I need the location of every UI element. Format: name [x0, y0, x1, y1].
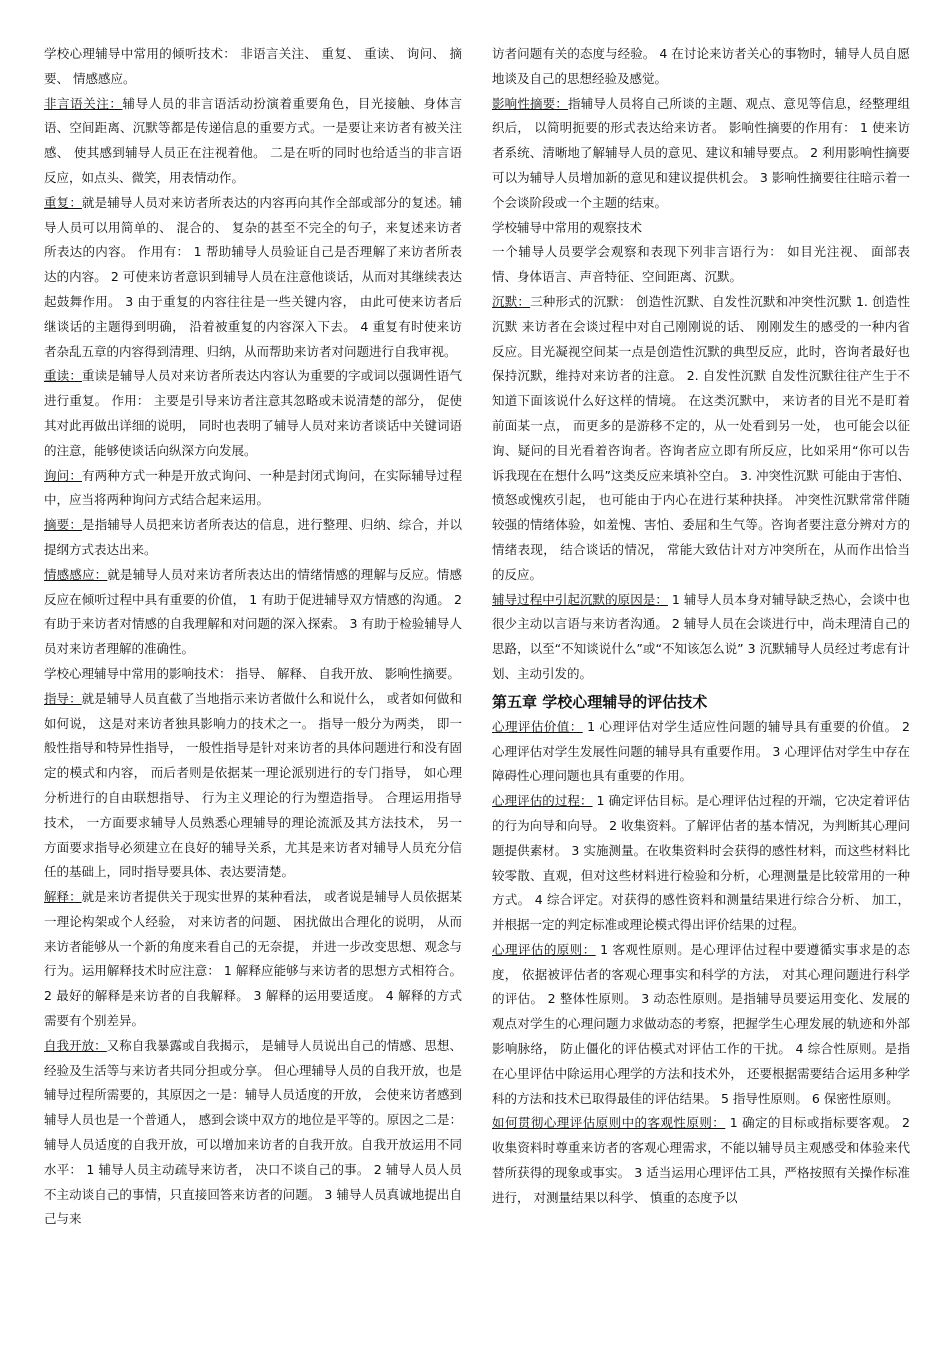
term-label: 影响性摘要：: [492, 95, 569, 111]
paragraph-text: 1 确定评估目标。是心理评估过程的开端，它决定着评估的行为向导和向导。 2 收集资料。了解评估者的基本情况，为判断其心理问题提供素材。 3 实施测量。在收集资料时会获得的感性材料，而这些材料比较零散、直观，但对这些材料进行检验和分析，心理测量是比较常用的一种方式。 4 综合评定。对获得的感性资料和测量结果进行综合分析、 加工， 并根据一定的判定标准或理论模式得出评价结果的过程。: [492, 793, 910, 933]
term-label: 询问：: [44, 467, 83, 483]
term-label: 重读：: [44, 368, 83, 384]
paragraph: [44, 42, 462, 92]
paragraph: [492, 216, 910, 241]
paragraph-text: 是指辅导人员把来访者所表达的信息，进行整理、归纳、综合，并以提纲方式表达出来。: [44, 517, 462, 557]
paragraph-text: 就是来访者提供关于现实世界的某种看法， 或者说是辅导人员依据某一理论构架或个人经验， 对来访者的问题、 困扰做出合理化的说明， 从而来访者能够从一个新的角度来看自己的无奈提， 并进一步改变思想、观念与行为。运用解释技术时应注意： 1 解释应能够与来访者的思想方式相符合。 2 最好的解释是来访者的自我解释。 3 解释的运用要适度。 4 解释的方式需要有个别差异。: [44, 889, 462, 1029]
paragraph-text: 一个辅导人员要学会观察和表现下列非言语行为： 如目光注视、 面部表情、身体语言、声音特征、空间距离、沉默。: [492, 244, 910, 285]
term-label: 沉默：: [492, 293, 531, 309]
paragraph: [492, 42, 910, 92]
left-column: [44, 42, 462, 1345]
paragraph-text: 有两种方式一种是开放式询问、一种是封闭式询问，在实际辅导过程中，应当将两种询问方式结合起来运用。: [44, 467, 462, 508]
right-column: [492, 42, 910, 1345]
term-label: 解释：: [44, 889, 82, 905]
paragraph: [44, 662, 462, 687]
term-label: 情感感应：: [44, 566, 108, 582]
paragraph-text: 1 辅导人员本身对辅导缺乏热心，会谈中也很少主动以言语与来访者沟通。 2 辅导人员在会谈进行中，尚未理清自己的思路，以至“不知谈说什么”或“不知该怎么说” 3 沉默辅导人员经过考虑有计划、主动引发的。: [492, 591, 910, 681]
term-label: 摘要：: [44, 517, 83, 533]
term-label: 重复：: [44, 194, 83, 210]
paragraph: [44, 513, 462, 563]
paragraph: [492, 290, 910, 588]
term-label: 自我开放：: [44, 1037, 107, 1053]
paragraph: [492, 240, 910, 290]
paragraph: [492, 715, 910, 789]
term-label: 心理评估的过程：: [492, 793, 593, 809]
paragraph-text: 1 客观性原则。是心理评估过程中要遵循实事求是的态度， 依据被评估者的客观心理事实和科学的方法， 对其心理问题进行科学的评估。 2 整体性原则。 3 动态性原则。是指辅导员要运用变化、发展的观点对学生的心理问题力求做动态的考察，把握学生心理发展的轨迹和外部影响脉络， 防止僵化的评估模式对评估工作的干扰。 4 综合性原则。是指在心里评估中除运用心理学的方法和技术外， 还要根据需要结合运用多种学科的方法和技术已取得最佳的评估结果。 5 指导性原则。 6 保密性原则。: [492, 941, 910, 1106]
term-label: 指导：: [44, 690, 82, 706]
paragraph: [492, 92, 910, 216]
paragraph-text: 就是辅导人员直截了当地指示来访者做什么和说什么， 或者如何做和如何说， 这是对来访者独具影响力的技术之一。 指导一般分为两类， 即一般性指导和特异性指导， 一般性指导是针对来访者的具体问题进行和没有固定的模式和内容， 而后者则是依据某一理论派别进行的专门指导， 如心理分析进行的自由联想指导、 行为主义理论的行为塑造指导。 合理运用指导技术， 一方面要求辅导人员熟悉心理辅导的理论流派及其方法技术， 另一方面要求指导必须建立在良好的辅导关系，尤其是来访者对辅导人员充分信任的基础上，同时指导要具体、表达要清楚。: [44, 690, 462, 880]
paragraph: [44, 92, 462, 191]
term-label: 心理评估的原则：: [492, 941, 596, 957]
paragraph: [44, 464, 462, 514]
paragraph: [492, 938, 910, 1112]
paragraph-text: 指辅导人员将自己所谈的主题、观点、意见等信息，经整理组织后， 以简明扼要的形式表达给来访者。 影响性摘要的作用有： 1 使来访者系统、清晰地了解辅导人员的意见、建议和辅导要点。 2 利用影响性摘要可以为辅导人员增加新的意见和建议提供机会。 3 影响性摘要往往暗示着一个会谈阶段或一个主题的结束。: [492, 95, 910, 210]
term-label: 非言语关注：: [44, 95, 123, 111]
paragraph: [44, 1034, 462, 1232]
paragraph-text: 就是辅导人员对来访者所表达出的情绪情感的理解与反应。情感反应在倾听过程中具有重要的价值， 1 有助于促进辅导双方情感的沟通。 2 有助于来访者对情感的自我理解和对问题的深入探索。 3 有助于检验辅导人员对来访者理解的准确性。: [44, 566, 462, 657]
paragraph-text: 访者问题有关的态度与经验。 4 在讨论来访者关心的事物时，辅导人员自愿地谈及自己的思想经验及感觉。: [492, 46, 910, 86]
paragraph-text: 第五章 学校心理辅导的评估技术: [492, 692, 708, 711]
paragraph-text: 重读是辅导人员对来访者所表达内容认为重要的字或词以强调性语气进行重复。 作用： 主要是引导来访者注意其忽略或未说清楚的部分， 促使其对此再做出详细的说明， 同时也表明了辅导人员对来访者谈话中关键词语的注意，能够使谈话向纵深方向发展。: [44, 368, 462, 458]
paragraph-text: 1 心理评估对学生适应性问题的辅导具有重要的价值。 2 心理评估对学生发展性问题的辅导具有重要作用。 3 心理评估对学生中存在障碍性心理问题也具有重要的作用。: [492, 718, 910, 784]
paragraph-text: 三种形式的沉默： 创造性沉默、自发性沉默和冲突性沉默 1. 创造性沉默 来访者在会谈过程中对自己刚刚说的话、 刚刚发生的感受的一种内省反应。目光凝视空间某一点是创造性沉默的典型反应，此时，咨询者最好也保持沉默，维持对来访者的注意。 2. 自发性沉默 自发性沉默往往产生于不知道下面该说什么好这样的情境。 在这类沉默中， 来访者的目光不是盯着前面某一点， 而更多的是游移不定的，从一处看到另一处， 也可能会以征询、疑问的目光看着咨询者。咨询者应立即有所反应，比如采用“你可以告诉我现在在想什么吗”这类反应来填补空白。 3. 冲突性沉默 可能由于害怕、愤怒或愧疚引起， 也可能由于内心在进行某种抉择。 冲突性沉默常常伴随较强的情绪体验，如羞愧、害怕、委屈和生气等。咨询者要注意分辨对方的情绪表现， 结合谈话的情况， 常能大致估计对方冲突所在，从而作出恰当的反应。: [492, 293, 910, 582]
paragraph: [492, 588, 910, 687]
paragraph: [44, 885, 462, 1034]
term-label: 辅导过程中引起沉默的原因是：: [492, 591, 668, 607]
paragraph: [44, 687, 462, 885]
term-label: 如何贯彻心理评估原则中的客观性原则：: [492, 1115, 726, 1131]
paragraph-text: 学校心理辅导中常用的影响技术： 指导、 解释、 自我开放、 影响性摘要。: [44, 665, 460, 681]
paragraph: [44, 563, 462, 662]
term-label: 心理评估价值：: [492, 718, 583, 734]
paragraph-text: 又称自我暴露或自我揭示， 是辅导人员说出自己的情感、思想、经验及生活等与来访者共同分担或分享。 但心理辅导人员的自我开放，也是辅导过程所需要的，其原因之一是：辅导人员适度的开放， 会使来访者感到辅导人员也是一个普通人， 感到会谈中双方的地位是平等的。原因之二是：辅导人员适度的自我开放，可以增加来访者的自我开放。自我开放运用不同水平： 1 辅导人员主动疏导来访者， 决口不谈自己的事。 2 辅导人员人员不主动谈自己的事情，只直接回答来访者的问题。 3 辅导人员真诚地提出自己与来: [44, 1037, 462, 1227]
paragraph: [44, 364, 462, 463]
paragraph-text: 学校辅导中常用的观察技术: [492, 219, 643, 235]
chapter-heading: [492, 689, 910, 715]
paragraph-text: 就是辅导人员对来访者所表达的内容再向其作全部或部分的复述。辅导人员可以用简单的、 混合的、 复杂的甚至不完全的句子，来复述来访者所表达的内容。 作用有： 1 帮助辅导人员验证自己是否理解了来访者所表达的内容。 2 可使来访者意识到辅导人员在注意他谈话，从而对其继续表达起鼓舞作用。 3 由于重复的内容往往是一些关键内容， 由此可使来访者后继谈话的主题得到明确， 沿着被重复的内容深入下去。 4 重复有时使来访者杂乱五章的内容得到清理、归纳，从而帮助来访者对问题进行自我审视。: [44, 194, 462, 359]
paragraph: [492, 1111, 910, 1210]
paragraph: [492, 789, 910, 938]
paragraph-text: 1 确定的目标或指标要客观。 2 收集资料时尊重来访者的客观心理需求，不能以辅导员主观感受和体验来代替所获得的现象或事实。 3 适当运用心理评估工具，严格按照有关操作标准进行， 对测量结果以科学、 慎重的态度予以: [492, 1115, 910, 1205]
paragraph-text: 辅导人员的非言语活动扮演着重要角色，目光接触、身体言语、空间距离、沉默等都是传递信息的重要方式。一是要让来访者有被关注感、 使其感到辅导人员正在注视着他。 二是在听的同时也给适当的非言语反应，如点头、微笑，用表情动作。: [44, 95, 462, 185]
paragraph-text: 学校心理辅导中常用的倾听技术： 非语言关注、 重复、 重读、 询问、 摘要、 情感感应。: [44, 46, 462, 86]
paragraph: [44, 191, 462, 365]
